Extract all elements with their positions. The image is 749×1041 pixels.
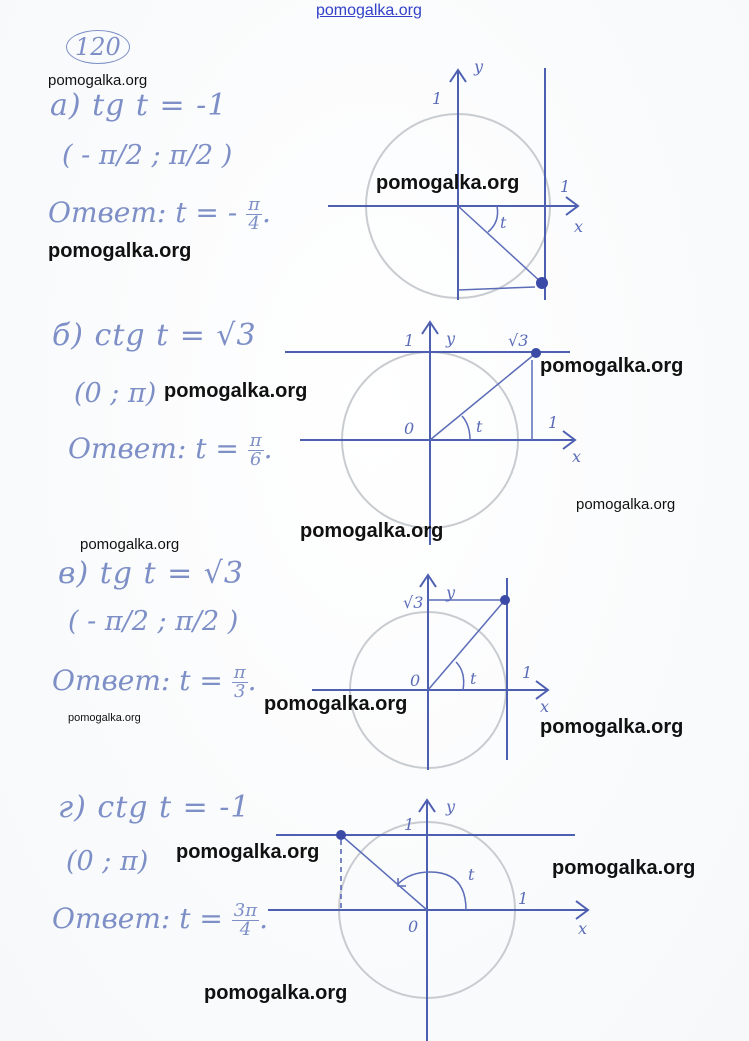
equation-v: в) tg t = √3	[58, 556, 244, 591]
answer-den-g: 4	[239, 919, 252, 940]
answer-fraction-v	[232, 664, 248, 701]
label-o-b: 0	[404, 419, 415, 438]
label-one-y-g: 1	[404, 815, 415, 834]
answer-end-v: .	[247, 664, 257, 697]
interval-open-v: (	[68, 606, 79, 637]
label-x-g: x	[578, 919, 588, 938]
label-sqrt3-v: √3	[403, 593, 424, 612]
answer-a	[48, 196, 271, 233]
label-one-y-a: 1	[432, 89, 443, 108]
answer-end-a: .	[261, 196, 271, 229]
answer-prefix-g: Ответ: t =	[52, 902, 223, 935]
label-y-g: y	[446, 797, 456, 816]
answer-v	[52, 664, 257, 701]
answer-prefix-a: Ответ: t = -	[48, 196, 238, 229]
label-x-b: x	[572, 447, 582, 466]
label-one-y-b: 1	[404, 331, 415, 350]
watermark-link-top[interactable]: pomogalka.org	[316, 2, 422, 19]
watermark: pomogalka.org	[48, 72, 148, 89]
watermark: pomogalka.org	[48, 240, 192, 262]
answer-num-g: 3π	[233, 900, 258, 921]
interval-sep-v: ;	[157, 606, 167, 637]
label-t-g: t	[468, 865, 475, 884]
interval-sep-a: ;	[151, 140, 161, 171]
answer-den-b: 6	[249, 449, 262, 470]
answer-end-b: .	[263, 432, 273, 465]
label-y-v: y	[446, 583, 456, 602]
answer-prefix-v: Ответ: t =	[52, 664, 223, 697]
watermark: pomogalka.org	[540, 716, 684, 738]
answer-num-a: π	[248, 194, 260, 215]
problem-number: 120	[66, 30, 130, 64]
answer-fraction-a	[246, 196, 262, 233]
answer-end-g: .	[259, 902, 268, 935]
interval-left-v: - π/2	[87, 606, 149, 637]
label-o-g: 0	[408, 917, 419, 936]
label-one-x-g: 1	[518, 889, 529, 908]
figure-b	[285, 322, 581, 545]
equation-b: б) ctg t = √3	[52, 318, 257, 353]
angle-arc-b	[462, 416, 470, 440]
interval-close-v: )	[227, 606, 239, 637]
point-g	[336, 830, 346, 840]
label-o-v: 0	[410, 671, 421, 690]
equation-g: г) ctg t = -1	[58, 790, 251, 825]
interval-v	[68, 606, 238, 637]
watermark: pomogalka.org	[540, 355, 684, 377]
angle-arc-v	[456, 662, 464, 690]
label-t-a: t	[500, 213, 507, 232]
interval-b: (0 ; π)	[74, 378, 157, 409]
watermark: pomogalka.org	[300, 520, 444, 542]
label-t-b: t	[476, 417, 483, 436]
angle-arc-a	[488, 206, 498, 232]
watermark: pomogalka.org	[176, 841, 320, 863]
radius-b	[430, 353, 536, 440]
watermark: pomogalka.org	[552, 857, 696, 879]
answer-prefix-b: Ответ: t =	[68, 432, 239, 465]
watermark: pomogalka.org	[576, 496, 676, 513]
equation-a: а) tg t = -1	[50, 88, 228, 123]
answer-fraction-b	[248, 432, 264, 469]
label-y-b: y	[446, 329, 456, 348]
interval-right-a: π/2	[169, 140, 214, 171]
watermark: pomogalka.org	[164, 380, 308, 402]
point-v	[500, 595, 510, 605]
watermark: pomogalka.org	[80, 536, 180, 553]
label-t-v: t	[470, 669, 477, 688]
figure-v	[312, 575, 549, 770]
answer-den-v: 3	[233, 681, 246, 702]
label-y-a: y	[474, 57, 484, 76]
angle-arc-g	[398, 872, 466, 910]
label-x-a: x	[574, 217, 584, 236]
answer-fraction-g	[232, 902, 259, 939]
answer-num-b: π	[249, 430, 262, 451]
interval-left-a: - π/2	[81, 140, 143, 171]
interval-g: (0 ; π)	[66, 846, 149, 877]
interval-right-v: π/2	[175, 606, 220, 637]
answer-b	[68, 432, 273, 469]
answer-g	[52, 902, 268, 939]
watermark: pomogalka.org	[204, 982, 348, 1004]
label-one-x-v: 1	[522, 663, 533, 682]
point-a	[536, 277, 548, 289]
watermark: pomogalka.org	[376, 172, 520, 194]
label-x-v: x	[540, 697, 550, 716]
interval-close-a: )	[221, 140, 233, 171]
watermark: pomogalka.org	[264, 693, 408, 715]
interval-a	[62, 140, 232, 171]
answer-num-v: π	[233, 662, 246, 683]
label-one-x-b: 1	[548, 413, 559, 432]
label-sqrt3-b: √3	[508, 331, 529, 350]
answer-den-a: 4	[248, 213, 260, 234]
watermark: pomogalka.org	[68, 712, 141, 724]
radius-g	[341, 835, 427, 910]
interval-open-a: (	[62, 140, 73, 171]
label-one-x-a: 1	[560, 177, 571, 196]
